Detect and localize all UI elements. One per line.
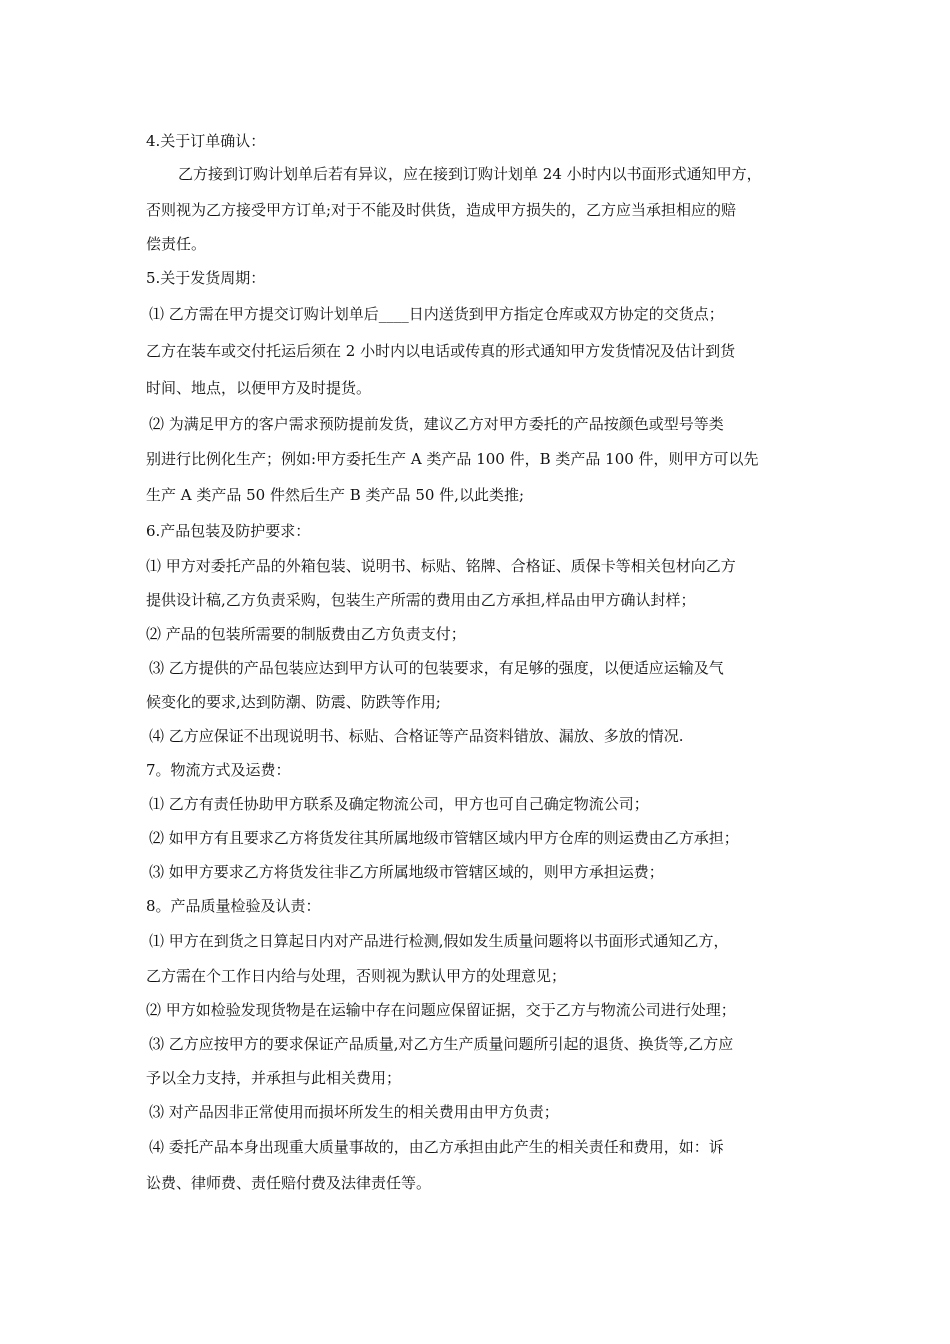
document-body [146, 126, 808, 1201]
s5-p2-line-3: 生产 A 类产品 50 件然后生产 B 类产品 50 件,以此类推; [146, 486, 524, 504]
section-7-heading: 7。物流方式及运费： [146, 761, 291, 779]
s5-p1-line-2: 乙方在装车或交付托运后须在 2 小时内以电话或传真的形式通知甲方发货情况及估计到货 [146, 342, 736, 360]
s4-p1-line-1: 乙方接到订购计划单后若有异议，应在接到订购计划单 24 小时内以书面形式通知甲方， [178, 165, 762, 183]
s7-p1: ⑴ 乙方有责任协助甲方联系及确定物流公司，甲方也可自己确定物流公司； [149, 795, 649, 813]
s5-p1-line-1: ⑴ 乙方需在甲方提交订购计划单后____日内送货到甲方指定仓库或双方协定的交货点； [149, 305, 724, 323]
s5-p2-line-2: 别进行比例化生产；例如:甲方委托生产 A 类产品 100 件，B 类产品 100 件，则甲方可以先 [146, 450, 759, 468]
s4-p1-line-2: 否则视为乙方接受甲方订单;对于不能及时供货，造成甲方损失的，乙方应当承担相应的赔 [146, 201, 737, 219]
s8-p1-line-1: ⑴ 甲方在到货之日算起日内对产品进行检测,假如发生质量问题将以书面形式通知乙方， [149, 932, 729, 950]
s7-p2: ⑵ 如甲方有且要求乙方将货发往其所属地级市管辖区域内甲方仓库的则运费由乙方承担； [149, 829, 739, 847]
s7-p3: ⑶ 如甲方要求乙方将货发往非乙方所属地级市管辖区域的，则甲方承担运费； [149, 863, 664, 881]
s8-p3-line-1: ⑶ 乙方应按甲方的要求保证产品质量,对乙方生产质量问题所引起的退货、换货等,乙方应 [149, 1035, 734, 1053]
s5-p1-line-3: 时间、地点，以便甲方及时提货。 [146, 379, 372, 397]
s6-p3-line-2: 候变化的要求,达到防潮、防震、防跌等作用; [146, 693, 441, 711]
s8-p5-line-2: 讼费、律师费、责任赔付费及法律责任等。 [146, 1174, 432, 1192]
section-5-heading: 5.关于发货周期： [146, 269, 266, 287]
s8-p3-line-2: 予以全力支持，并承担与此相关费用； [146, 1069, 402, 1087]
section-6-heading: 6.产品包装及防护要求： [146, 522, 311, 540]
s6-p1-line-2: 提供设计稿,乙方负责采购，包装生产所需的费用由乙方承担,样品由甲方确认封样； [146, 591, 696, 609]
s8-p2: ⑵ 甲方如检验发现货物是在运输中存在问题应保留证据，交于乙方与物流公司进行处理； [146, 1001, 736, 1019]
s5-p2-line-1: ⑵ 为满足甲方的客户需求预防提前发货，建议乙方对甲方委托的产品按颜色或型号等类 [149, 415, 724, 433]
section-8-heading: 8。产品质量检验及认责： [146, 897, 321, 915]
s6-p4: ⑷ 乙方应保证不出现说明书、标贴、合格证等产品资料错放、漏放、多放的情况. [149, 727, 684, 745]
s4-p1-line-3: 偿责任。 [146, 235, 207, 253]
s8-p4: ⑶ 对产品因非正常使用而损坏所发生的相关费用由甲方负责； [149, 1103, 559, 1121]
s6-p3-line-1: ⑶ 乙方提供的产品包装应达到甲方认可的包装要求，有足够的强度，以便适应运输及气 [149, 659, 724, 677]
s8-p5-line-1: ⑷ 委托产品本身出现重大质量事故的，由乙方承担由此产生的相关责任和费用，如：诉 [149, 1138, 724, 1156]
section-4-heading: 4.关于订单确认： [146, 132, 266, 150]
s6-p1-line-1: ⑴ 甲方对委托产品的外箱包装、说明书、标贴、铭牌、合格证、质保卡等相关包材向乙方 [146, 557, 736, 575]
s6-p2: ⑵ 产品的包装所需要的制版费由乙方负责支付； [146, 625, 466, 643]
s8-p1-line-2: 乙方需在个工作日内给与处理，否则视为默认甲方的处理意见； [146, 967, 567, 985]
